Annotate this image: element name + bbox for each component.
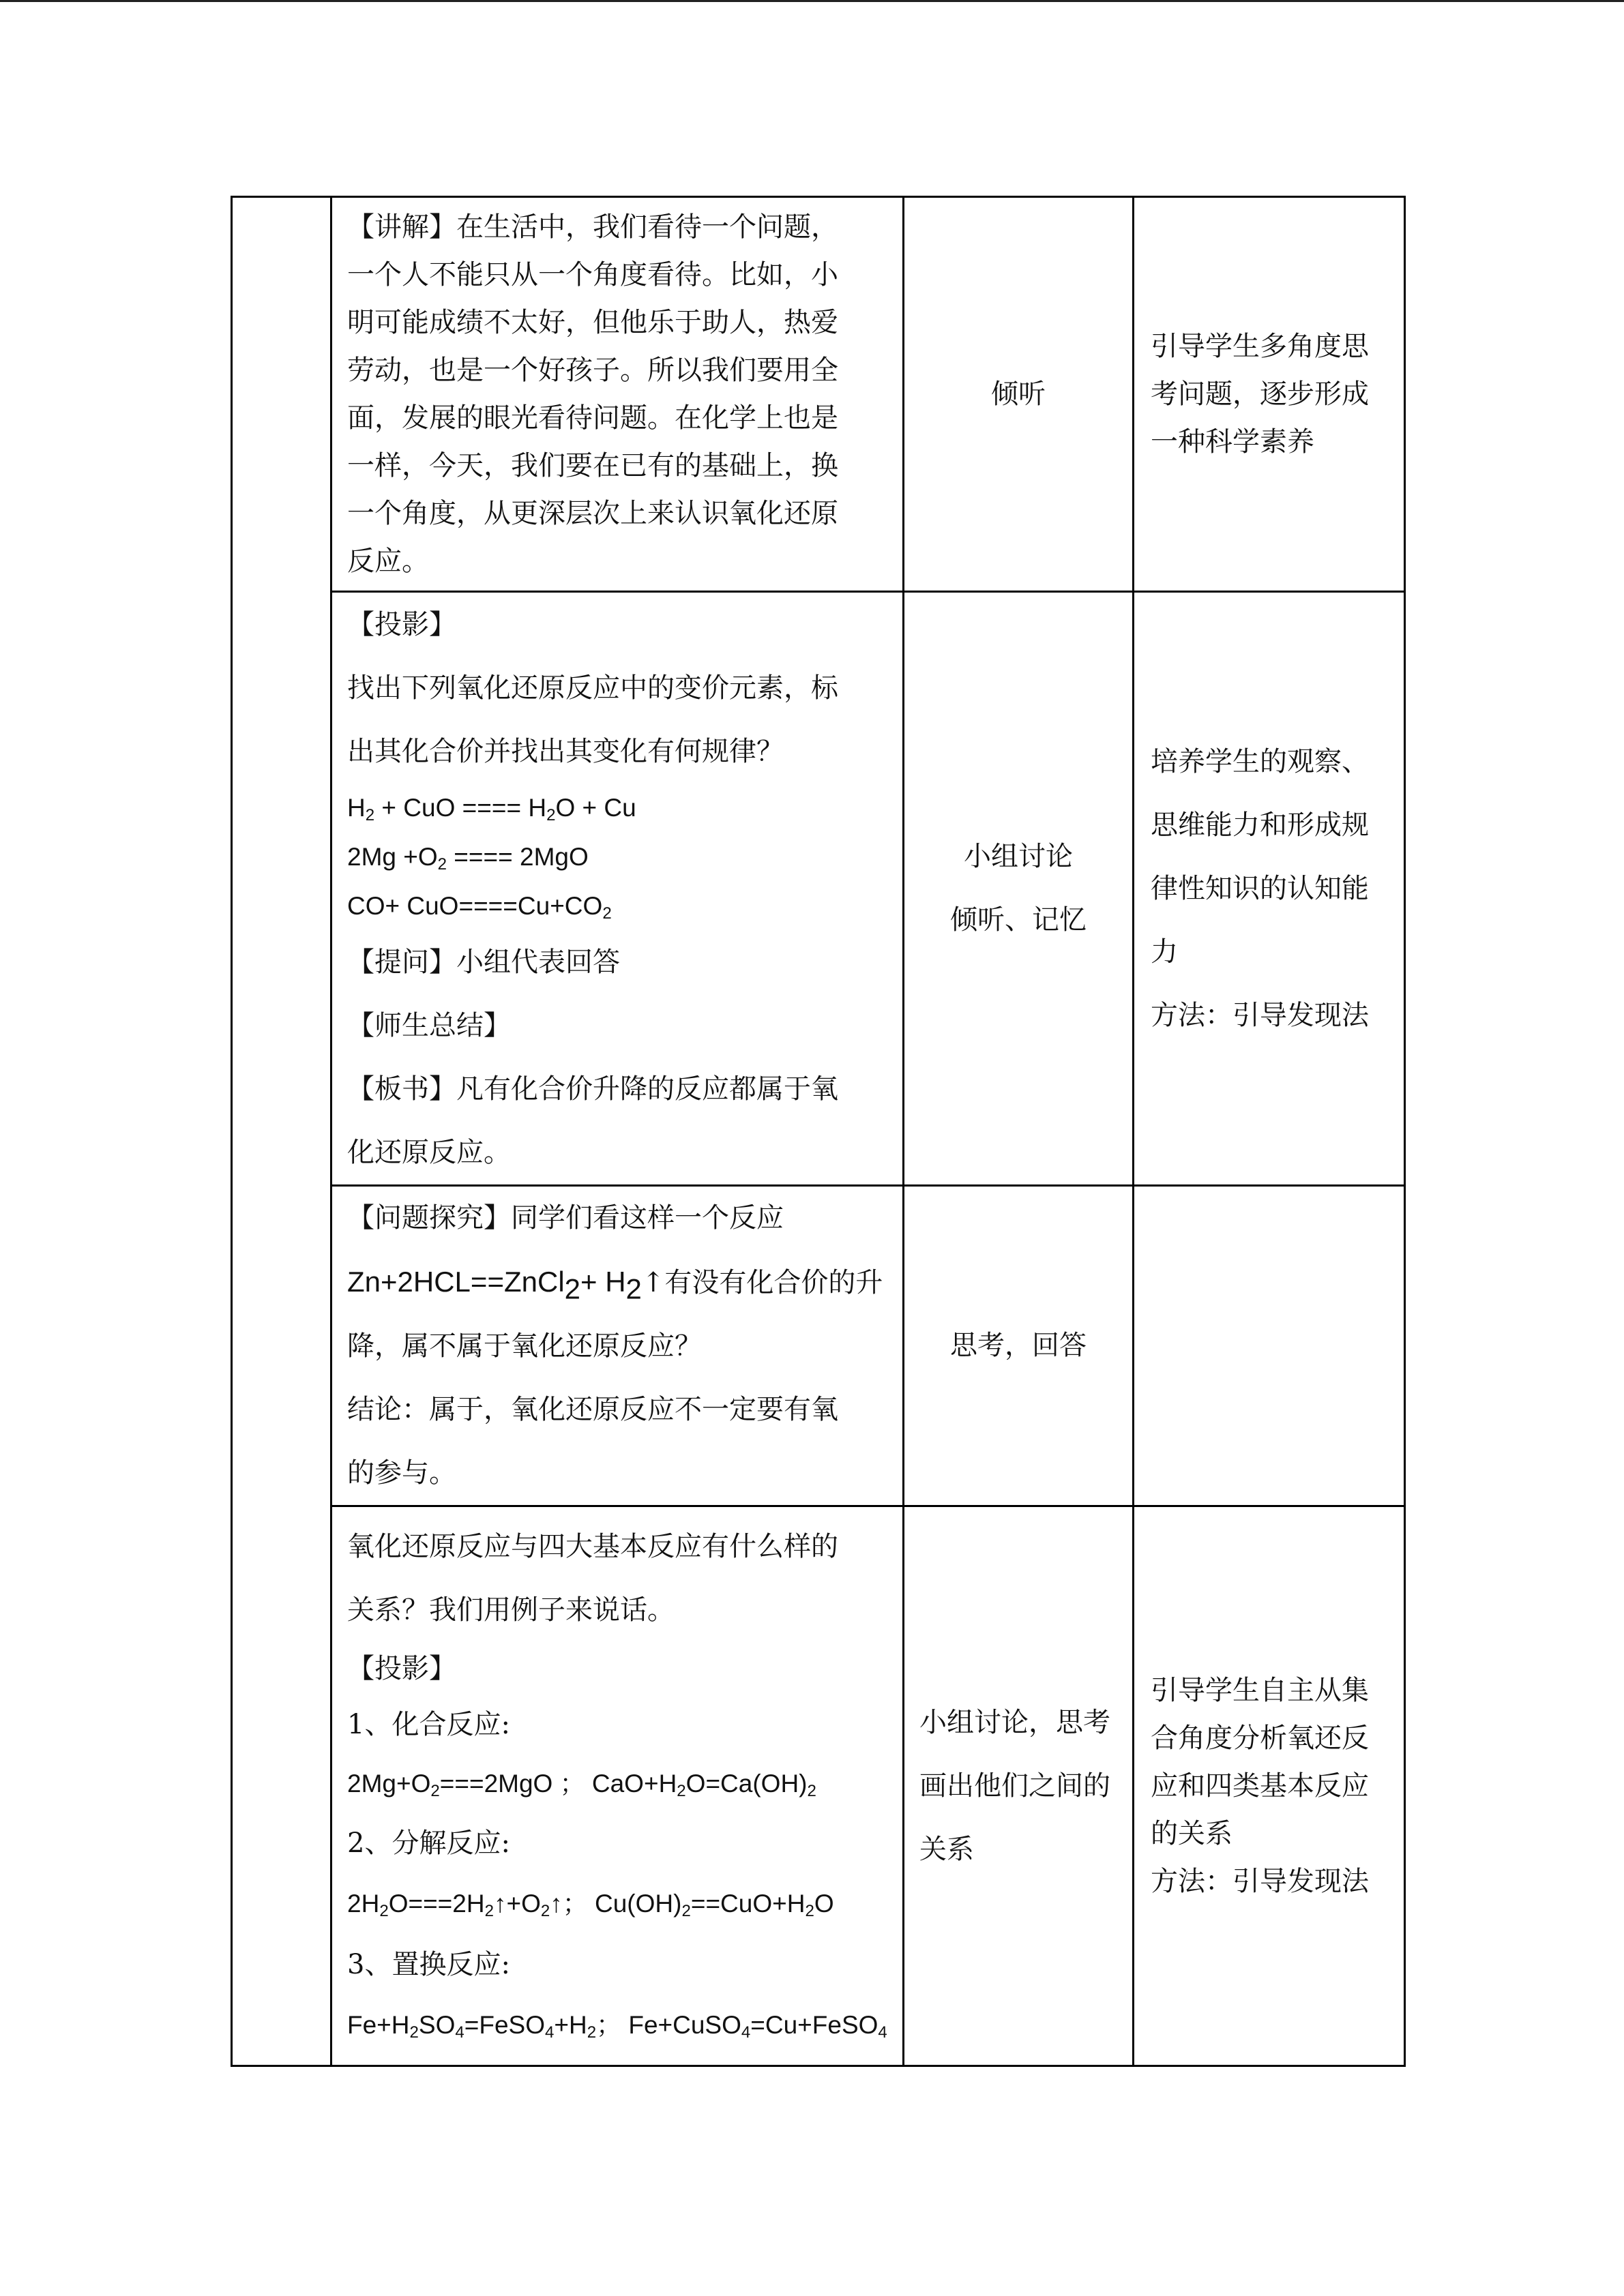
text-line: 1、化合反应:	[347, 1709, 510, 1740]
activity-text: 倾听	[991, 378, 1046, 410]
text-line: 一个人不能只从一个角度看待。比如，小	[347, 259, 838, 290]
text-line: 明可能成绩不太好，但他乐于助人，热爱	[347, 307, 838, 338]
text-line: 考问题，逐步形成	[1151, 378, 1369, 410]
text-line: 反应。	[347, 546, 429, 577]
text-line: 3、置换反应:	[347, 1949, 510, 1980]
equation-line: $2Mg+O_2===2MgO$ ； $CaO+H_2O=Ca(OH)_2$	[347, 1770, 816, 1800]
equation-line: $CO+ CuO====Cu+CO_2$	[347, 891, 612, 923]
text-line: 方法：引导发现法	[1151, 1866, 1369, 1897]
teacher-content-cell	[331, 592, 904, 1186]
text-line: 劳动，也是一个好孩子。所以我们要用全	[347, 355, 838, 386]
teacher-content-cell	[331, 1186, 904, 1506]
text-line: 【投影】	[347, 608, 456, 640]
text-line: 出其化合价并找出其变化有何规律？	[347, 735, 784, 767]
activity-text: 倾听、记忆	[950, 904, 1087, 936]
text-line: 【投影】	[347, 1653, 456, 1684]
table-row	[232, 197, 1405, 592]
text-line: 引导学生自主从集	[1151, 1675, 1369, 1706]
equation-line: Zn+2HCL==ZnCl$_2$+ $H_2↑$有没有化合价的升	[347, 1266, 883, 1305]
stage-cell	[232, 197, 331, 2066]
equation-line: $2Mg +O_2$ ==== 2MgO	[347, 842, 589, 874]
activity-text: 小组讨论	[964, 841, 1073, 872]
text-line: 关系	[919, 1833, 974, 1865]
text-line: 画出他们之间的	[919, 1770, 1110, 1802]
lesson-plan-table	[231, 196, 1406, 2067]
text-line: 的参与。	[347, 1457, 456, 1489]
student-activity-cell	[904, 1186, 1134, 1506]
text-line: 律性知识的认知能	[1151, 872, 1369, 904]
table-row	[232, 592, 1405, 1186]
text-line: 降，属不属于氧化还原反应？	[347, 1330, 702, 1362]
text-line: 应和四类基本反应	[1151, 1770, 1369, 1802]
design-purpose-cell	[1134, 1506, 1405, 2066]
student-activity-cell	[904, 1506, 1134, 2066]
text-line: 结论：属于，氧化还原反应不一定要有氧	[347, 1394, 838, 1425]
text-line: 【板书】凡有化合价升降的反应都属于氧	[347, 1073, 838, 1105]
text-line: 【问题探究】同学们看这样一个反应	[347, 1202, 784, 1234]
equation-line: $H_2$ + CuO ==== $H_2O + Cu$	[347, 793, 636, 824]
student-activity-cell	[904, 592, 1134, 1186]
text-line: 方法：引导发现法	[1151, 999, 1369, 1031]
text-line: 面，发展的眼光看待问题。在化学上也是	[347, 402, 838, 434]
text-line: 一种科学素养	[1151, 426, 1314, 458]
text-line: 引导学生多角度思	[1151, 331, 1369, 362]
text-line: 的关系	[1151, 1818, 1232, 1849]
page-top-border	[0, 0, 1624, 2]
equation-line: $2H_2O===2H_2↑+O_2↑$； $Cu(OH)_2==CuO+H_2O$	[347, 1890, 834, 1920]
text-line: 【提问】小组代表回答	[347, 946, 620, 978]
table-row	[232, 1186, 1405, 1506]
text-line: 力	[1151, 936, 1178, 968]
text-line: 一样，今天，我们要在已有的基础上，换	[347, 450, 838, 481]
text-line: 【讲解】在生活中，我们看待一个问题，	[347, 211, 838, 243]
text-line: 化还原反应。	[347, 1136, 511, 1168]
design-purpose-cell	[1134, 1186, 1405, 1506]
design-purpose-cell	[1134, 592, 1405, 1186]
text-line: 培养学生的观察、	[1151, 745, 1369, 777]
teacher-content-cell	[331, 197, 904, 592]
text-line: 【师生总结】	[347, 1009, 511, 1041]
student-activity-cell	[904, 197, 1134, 592]
text-line: 小组讨论，思考	[919, 1706, 1110, 1738]
activity-text: 思考，回答	[950, 1330, 1087, 1361]
text-line: 一个角度，从更深层次上来认识氧化还原	[347, 498, 838, 529]
text-line: 2、分解反应:	[347, 1828, 510, 1859]
teacher-content-cell	[331, 1506, 904, 2066]
text-line: 合角度分析氧还反	[1151, 1723, 1369, 1754]
text-line: 思维能力和形成规	[1151, 809, 1369, 841]
equation-line: $Fe+H_2SO_4=FeSO_4+H_2$； Fe+CuSO$_4$=Cu+FeSO$_4$	[347, 2011, 887, 2042]
table-row	[232, 1506, 1405, 2066]
design-purpose-cell	[1134, 197, 1405, 592]
text-line: 氧化还原反应与四大基本反应有什么样的	[347, 1531, 838, 1562]
text-line: 关系？我们用例子来说话。	[347, 1594, 675, 1626]
text-line: 找出下列氧化还原反应中的变价元素，标	[347, 672, 838, 704]
